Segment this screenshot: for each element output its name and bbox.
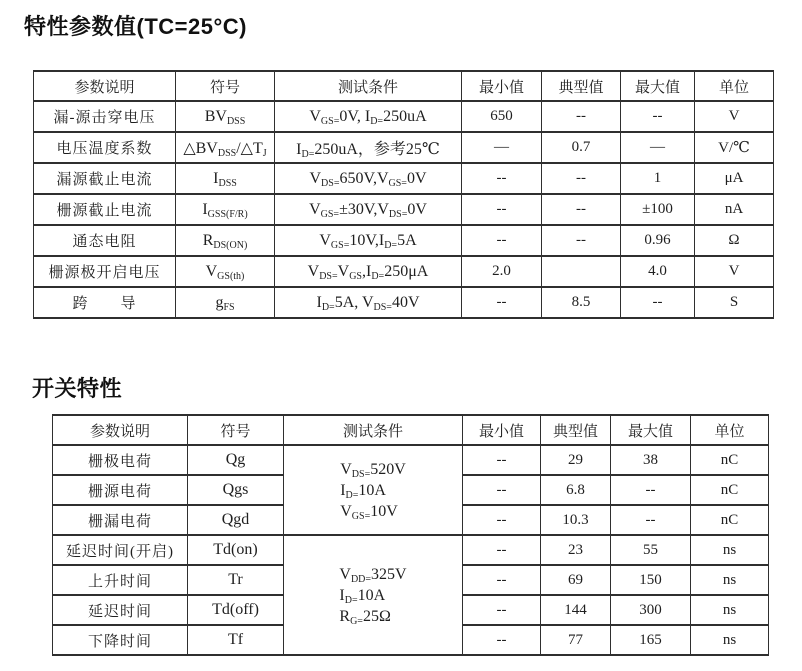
max-cell: 0.96: [621, 225, 695, 256]
column-header-condition: 测试条件: [275, 71, 462, 101]
symbol-cell: $V_{GS(th)}$: [176, 256, 275, 287]
min-cell: --: [462, 163, 542, 194]
column-header-max: 最大值: [611, 415, 691, 445]
symbol-cell: $I_{GSS(F/R)}$: [176, 194, 275, 225]
param-cell: 下降时间: [53, 625, 188, 655]
column-header-param: 参数说明: [53, 415, 188, 445]
unit-cell: V: [695, 101, 774, 132]
min-cell: --: [463, 565, 541, 595]
typ-cell: 69: [541, 565, 611, 595]
min-cell: 2.0: [462, 256, 542, 287]
min-cell: 650: [462, 101, 542, 132]
typ-cell: 29: [541, 445, 611, 475]
table-row: [34, 101, 774, 132]
condition-cell-merged: [284, 535, 463, 655]
table-row: [53, 445, 769, 475]
unit-cell: ns: [691, 535, 769, 565]
symbol-cell: Qg: [188, 445, 284, 475]
table-row: [53, 535, 769, 565]
max-cell: --: [611, 475, 691, 505]
min-cell: --: [463, 535, 541, 565]
param-cell: 栅源极开启电压: [34, 256, 176, 287]
condition-text: $V_{DD=}325V$ $I_{D=}10A$ $R_{G=}25\Omega$: [339, 565, 407, 627]
max-cell: --: [611, 505, 691, 535]
column-header-unit: 单位: [691, 415, 769, 445]
typ-cell: 6.8: [541, 475, 611, 505]
section-title-switching-characteristics: 开关特性: [32, 376, 123, 401]
max-cell: —: [621, 132, 695, 163]
param-cell: 延迟时间(开启): [53, 535, 188, 565]
typ-cell: 144: [541, 595, 611, 625]
unit-cell: V/℃: [695, 132, 774, 163]
condition-cell: $V_{DS=}650V,V_{GS=}0V$: [275, 163, 462, 194]
table-header-row: [34, 71, 774, 101]
max-cell: 4.0: [621, 256, 695, 287]
param-cell: 栅漏电荷: [53, 505, 188, 535]
unit-cell: V: [695, 256, 774, 287]
column-header-param: 参数说明: [34, 71, 176, 101]
typ-cell: [542, 256, 621, 287]
max-cell: 55: [611, 535, 691, 565]
condition-cell: $I_{D=}250uA$，参考25℃: [275, 132, 462, 163]
switching-characteristics-table: [52, 414, 769, 656]
table-row: [34, 163, 774, 194]
param-cell: 漏源截止电流: [34, 163, 176, 194]
typ-cell: 8.5: [542, 287, 621, 318]
param-cell: 栅极电荷: [53, 445, 188, 475]
min-cell: --: [463, 625, 541, 655]
min-cell: --: [463, 595, 541, 625]
max-cell: 165: [611, 625, 691, 655]
condition-cell: $V_{GS=}\pm 30V,V_{DS=}0V$: [275, 194, 462, 225]
symbol-cell: $g_{FS}$: [176, 287, 275, 318]
max-cell: --: [621, 101, 695, 132]
typ-cell: --: [542, 163, 621, 194]
condition-cell: $I_{D=}5A$, $V_{DS=}40V$: [275, 287, 462, 318]
table-row: [34, 225, 774, 256]
min-cell: --: [462, 225, 542, 256]
param-cell: 上升时间: [53, 565, 188, 595]
unit-cell: Ω: [695, 225, 774, 256]
column-header-symbol: 符号: [176, 71, 275, 101]
max-cell: 150: [611, 565, 691, 595]
unit-cell: ns: [691, 595, 769, 625]
condition-cell-merged: [284, 445, 463, 535]
max-cell: 38: [611, 445, 691, 475]
column-header-typ: 典型值: [542, 71, 621, 101]
section-title-electrical-characteristics: 特性参数值(TC=25°C): [24, 14, 247, 39]
unit-cell: S: [695, 287, 774, 318]
symbol-cell: $I_{DSS}$: [176, 163, 275, 194]
symbol-cell: Td(on): [188, 535, 284, 565]
table-row: [34, 132, 774, 163]
table-row: [34, 287, 774, 318]
typ-cell: --: [542, 194, 621, 225]
param-cell: 栅源电荷: [53, 475, 188, 505]
typ-cell: 10.3: [541, 505, 611, 535]
symbol-cell: $BV_{DSS}$: [176, 101, 275, 132]
unit-cell: nC: [691, 445, 769, 475]
unit-cell: ns: [691, 565, 769, 595]
symbol-cell: Tr: [188, 565, 284, 595]
min-cell: --: [462, 194, 542, 225]
typ-cell: 0.7: [542, 132, 621, 163]
typ-cell: --: [542, 225, 621, 256]
min-cell: --: [463, 475, 541, 505]
param-cell: 栅源截止电流: [34, 194, 176, 225]
min-cell: --: [462, 287, 542, 318]
param-cell: 延迟时间: [53, 595, 188, 625]
symbol-cell: Tf: [188, 625, 284, 655]
max-cell: --: [621, 287, 695, 318]
max-cell: 1: [621, 163, 695, 194]
table-header-row: [53, 415, 769, 445]
condition-cell: $V_{GS=}0V$, $I_{D=}250uA$: [275, 101, 462, 132]
column-header-unit: 单位: [695, 71, 774, 101]
unit-cell: ns: [691, 625, 769, 655]
column-header-symbol: 符号: [188, 415, 284, 445]
condition-cell: $V_{GS=}10V,I_{D=}5A$: [275, 225, 462, 256]
unit-cell: nC: [691, 475, 769, 505]
symbol-cell: Qgd: [188, 505, 284, 535]
symbol-cell: $\triangle BV_{DSS}/\triangle T_J$: [176, 132, 275, 163]
symbol-cell: Qgs: [188, 475, 284, 505]
column-header-max: 最大值: [621, 71, 695, 101]
param-cell: 通态电阻: [34, 225, 176, 256]
table-row: [34, 256, 774, 287]
typ-cell: 23: [541, 535, 611, 565]
unit-cell: nC: [691, 505, 769, 535]
param-cell: 跨 导: [34, 287, 176, 318]
max-cell: ±100: [621, 194, 695, 225]
min-cell: —: [462, 132, 542, 163]
param-cell: 电压温度系数: [34, 132, 176, 163]
min-cell: --: [463, 505, 541, 535]
column-header-min: 最小值: [462, 71, 542, 101]
typ-cell: 77: [541, 625, 611, 655]
symbol-cell: Td(off): [188, 595, 284, 625]
symbol-cell: $R_{DS(ON)}$: [176, 225, 275, 256]
min-cell: --: [463, 445, 541, 475]
unit-cell: μA: [695, 163, 774, 194]
table-row: [34, 194, 774, 225]
condition-text: $V_{DS=}520V$ $I_{D=}10A$ $V_{GS=}10V$: [340, 460, 406, 522]
param-cell: 漏-源击穿电压: [34, 101, 176, 132]
column-header-min: 最小值: [463, 415, 541, 445]
max-cell: 300: [611, 595, 691, 625]
column-header-condition: 测试条件: [284, 415, 463, 445]
condition-cell: $V_{DS=}V_{GS},I_{D=}250\mu A$: [275, 256, 462, 287]
typ-cell: --: [542, 101, 621, 132]
column-header-typ: 典型值: [541, 415, 611, 445]
electrical-characteristics-table: [33, 70, 774, 319]
unit-cell: nA: [695, 194, 774, 225]
